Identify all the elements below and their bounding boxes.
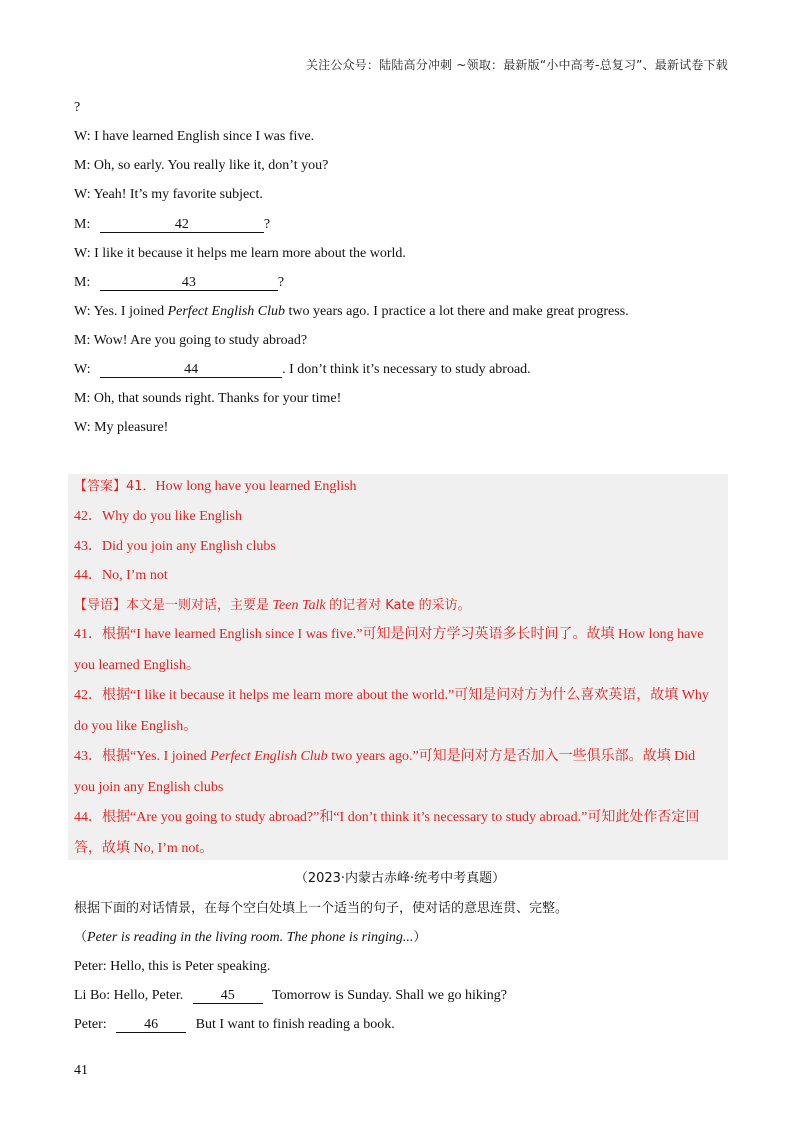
club-name: Perfect English Club: [167, 304, 286, 319]
guide-rest: 的记者对 Kate 的采访。: [329, 598, 471, 613]
explanation-44-cont: 答，故填 No, I’m not。: [74, 841, 214, 856]
dialogue-line: [74, 303, 629, 321]
page-number: 41: [74, 1063, 88, 1078]
dialogue-line-blank-45: [74, 987, 507, 1005]
answer-43: 43．Did you join any English clubs: [74, 539, 276, 554]
guide-label: 【导语】本文是一则对话，主要是: [74, 598, 270, 613]
answer-44: 44．No, I’m not: [74, 568, 168, 583]
guide-line: [74, 597, 471, 615]
blank-44: 44: [100, 362, 282, 378]
club-name: Perfect English Club: [210, 749, 328, 764]
speaker: M:: [74, 217, 91, 232]
speaker: M:: [74, 275, 91, 290]
dialogue-line: W: I like it because it helps me learn more about the world.: [74, 246, 406, 261]
line-start: Li Bo: Hello, Peter.: [74, 988, 184, 1003]
dialogue-line: M: Wow! Are you going to study abroad?: [74, 333, 308, 348]
line-rest: two years ago. I practice a lot there and make great progress.: [288, 304, 629, 319]
paren-open: （: [74, 930, 88, 945]
magazine-title: Teen Talk: [272, 598, 326, 613]
answer-42: 42．Why do you like English: [74, 509, 242, 524]
page-header: 关注公众号：陆陆高分冲刺 ~领取：最新版“小中高考-总复习”、最新试卷下载: [305, 58, 728, 72]
dialogue-line: W: I have learned English since I was five.: [74, 129, 315, 144]
speaker: W:: [74, 362, 91, 377]
line-rest: Tomorrow is Sunday. Shall we go hiking?: [272, 988, 507, 1003]
explanation-start: 43．根据“Yes. I joined: [74, 749, 207, 764]
blank-46: 46: [116, 1017, 186, 1033]
blank-43: 43: [100, 275, 278, 291]
blank-45: 45: [193, 988, 263, 1004]
line-end: ?: [263, 217, 271, 232]
dialogue-line-blank-43: [74, 274, 284, 292]
line-end: ?: [277, 275, 285, 290]
explanation-41: 41．根据“I have learned English since I was five.”可知是问对方学习英语多长时间了。故填 How long have: [74, 627, 704, 642]
answer-label: 【答案】41．: [74, 479, 156, 494]
question-mark-line: ?: [74, 100, 81, 115]
answer-text: How long have you learned English: [155, 479, 357, 494]
instruction: 根据下面的对话情景，在每个空白处填上一个适当的句子，使对话的意思连贯、完整。: [74, 901, 569, 916]
line-start: Peter:: [74, 1017, 107, 1032]
explanation-43: [74, 748, 695, 766]
scene-text: Peter is reading in the living room. The phone is ringing...: [87, 930, 414, 945]
dialogue-line: W: My pleasure!: [74, 420, 169, 435]
explanation-rest: two years ago.”可知是问对方是否加入一些俱乐部。故填 Did: [331, 749, 696, 764]
line-rest: But I want to finish reading a book.: [195, 1017, 395, 1032]
dialogue-line: W: Yeah! It’s my favorite subject.: [74, 187, 263, 202]
dialogue-line: M: Oh, that sounds right. Thanks for your time!: [74, 391, 342, 406]
paren-close: ）: [413, 930, 427, 945]
dialogue-line: M: Oh, so early. You really like it, don’t you?: [74, 158, 329, 173]
explanation-41-cont: you learned English。: [74, 658, 200, 673]
dialogue-line-blank-46: [74, 1016, 395, 1034]
explanation-42-cont: do you like English。: [74, 719, 198, 734]
explanation-43-cont: you join any English clubs: [74, 780, 224, 795]
answer-41: [74, 478, 357, 496]
blank-42: 42: [100, 217, 264, 233]
dialogue-line-blank-42: [74, 216, 270, 234]
explanation-42: 42．根据“I like it because it helps me learn more about the world.”可知是问对方为什么喜欢英语，故填 Why: [74, 688, 709, 703]
scene-description: [74, 929, 426, 947]
dialogue-line: Peter: Hello, this is Peter speaking.: [74, 959, 271, 974]
line-end: . I don’t think it’s necessary to study abroad.: [282, 362, 531, 377]
dialogue-line-blank-44: [74, 361, 531, 379]
question-source: （2023·内蒙古赤峰·统考中考真题）: [294, 871, 506, 886]
explanation-44: 44．根据“Are you going to study abroad?”和“I don’t think it’s necessary to study abroad.”可知此处作否定回: [74, 810, 700, 825]
line-start: W: Yes. I joined: [74, 304, 165, 319]
